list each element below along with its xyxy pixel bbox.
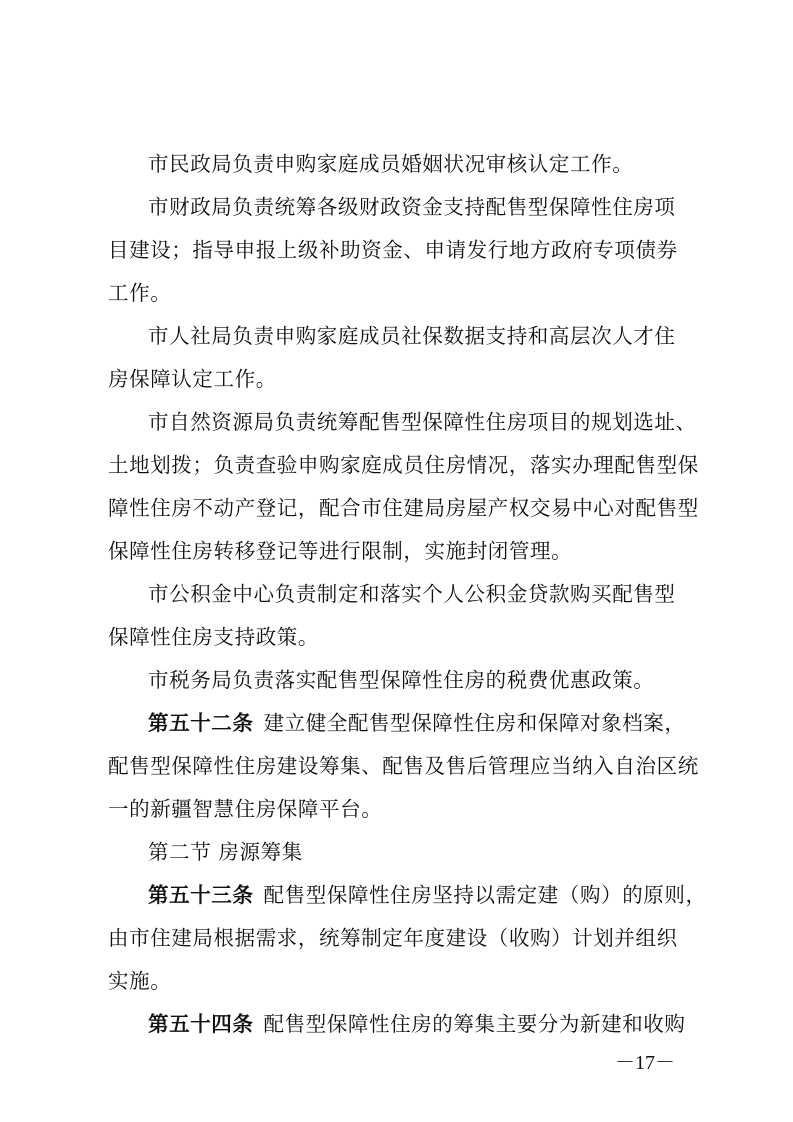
- paragraph-line: 市人社局负责申购家庭成员社保数据支持和高层次人才住: [148, 324, 676, 348]
- paragraph-line: 障性住房不动产登记，配合市住建局房屋产权交易中心对配售型: [108, 496, 699, 520]
- article-text: 建立健全配售型保障性住房和保障对象档案，: [263, 711, 686, 735]
- paragraph-line: 目建设；指导申报上级补助资金、申请发行地方政府专项债券: [108, 238, 678, 262]
- paragraph-line: 市自然资源局负责统筹配售型保障性住房项目的规划选址、: [148, 410, 697, 434]
- article-line: [148, 1010, 748, 1038]
- article-line: [148, 881, 748, 909]
- section-heading: 第二节 房源筹集: [148, 840, 303, 864]
- paragraph-line: 房保障认定工作。: [108, 367, 277, 391]
- paragraph-line: 实施。: [108, 969, 172, 993]
- paragraph-line: 市税务局负责落实配售型保障性住房的税费优惠政策。: [148, 668, 655, 692]
- paragraph-line: 市民政局负责申购家庭成员婚姻状况审核认定工作。: [148, 152, 634, 176]
- paragraph-line: 工作。: [108, 281, 172, 305]
- article-number: 第五十二条: [148, 711, 254, 735]
- paragraph-line: 保障性住房转移登记等进行限制，实施封闭管理。: [108, 539, 573, 563]
- paragraph-line: 保障性住房支持政策。: [108, 625, 319, 649]
- paragraph-line: 一的新疆智慧住房保障平台。: [108, 797, 383, 821]
- paragraph-line: 市财政局负责统筹各级财政资金支持配售型保障性住房项: [148, 195, 676, 219]
- article-text: 配售型保障性住房的筹集主要分为新建和收购: [263, 1012, 686, 1036]
- paragraph-line: 配售型保障性住房建设筹集、配售及售后管理应当纳入自治区统: [108, 754, 699, 778]
- article-text: 配售型保障性住房坚持以需定建（购）的原则，: [263, 883, 707, 907]
- article-number: 第五十三条: [148, 883, 254, 907]
- article-number: 第五十四条: [148, 1012, 254, 1036]
- paragraph-line: 土地划拨；负责查验申购家庭成员住房情况，落实办理配售型保: [108, 453, 699, 477]
- page-number: －17－: [615, 1052, 675, 1074]
- paragraph-line: 市公积金中心负责制定和落实个人公积金贷款购买配售型: [148, 582, 676, 606]
- article-line: [148, 709, 748, 737]
- paragraph-line: 由市住建局根据需求，统筹制定年度建设（收购）计划并组织: [108, 926, 678, 950]
